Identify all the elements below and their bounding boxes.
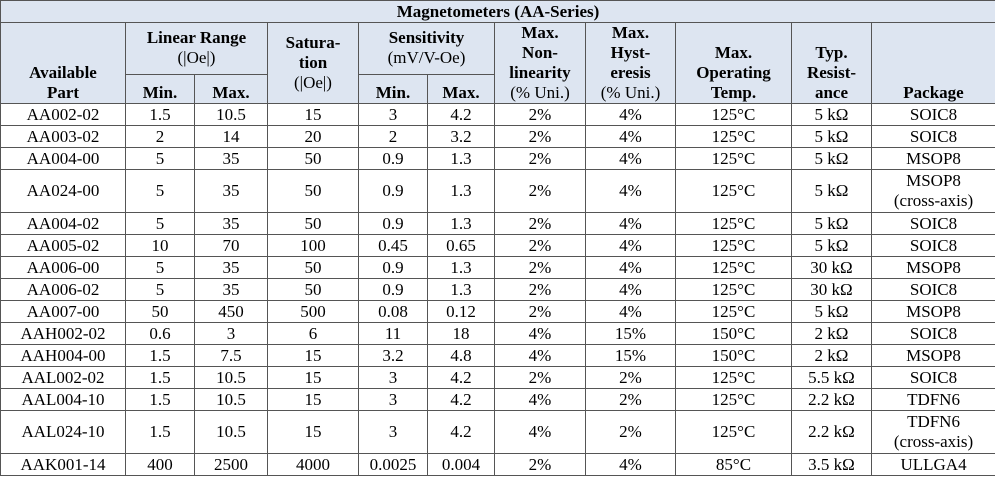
- table-row: [1, 367, 995, 389]
- cell-temp: 125°C: [676, 257, 792, 279]
- cell-package: [872, 323, 995, 345]
- cell-nonlinearity: 4%: [495, 323, 586, 345]
- cell-nonlinearity: 2%: [495, 213, 586, 235]
- cell-sensitivity-max: 4.2: [428, 389, 495, 411]
- cell-linear-min: 400: [126, 454, 195, 476]
- table-row: [1, 345, 995, 367]
- cell-linear-max: 35: [195, 170, 268, 213]
- cell-hysteresis: 4%: [586, 235, 676, 257]
- cell-linear-min: 50: [126, 301, 195, 323]
- cell-sensitivity-max: 3.2: [428, 126, 495, 148]
- cell-saturation: 15: [268, 345, 359, 367]
- table-row: [1, 301, 995, 323]
- cell-nonlinearity: 2%: [495, 104, 586, 126]
- cell-package: [872, 104, 995, 126]
- table-row: [1, 257, 995, 279]
- cell-nonlinearity: 2%: [495, 235, 586, 257]
- cell-sensitivity-max: 4.8: [428, 345, 495, 367]
- table-row: [1, 170, 995, 213]
- cell-resistance: 5 kΩ: [792, 126, 872, 148]
- header-part: Available Part: [1, 23, 126, 104]
- cell-saturation: 50: [268, 148, 359, 170]
- cell-linear-max: 35: [195, 279, 268, 301]
- cell-hysteresis: 2%: [586, 389, 676, 411]
- cell-sensitivity-max: 4.2: [428, 367, 495, 389]
- package-name: SOIC8: [909, 213, 958, 233]
- cell-temp: 150°C: [676, 345, 792, 367]
- cell-part: AAH004-00: [1, 345, 126, 367]
- cell-linear-min: 1.5: [126, 104, 195, 126]
- cell-linear-min: 2: [126, 126, 195, 148]
- cell-temp: 125°C: [676, 367, 792, 389]
- cell-temp: 125°C: [676, 389, 792, 411]
- cell-saturation: 6: [268, 323, 359, 345]
- package-name: SOIC8: [909, 104, 958, 124]
- cell-package: [872, 345, 995, 367]
- cell-nonlinearity: 4%: [495, 389, 586, 411]
- cell-linear-max: 3: [195, 323, 268, 345]
- cell-sensitivity-max: 0.004: [428, 454, 495, 476]
- cell-saturation: 50: [268, 213, 359, 235]
- cell-part: AA004-00: [1, 148, 126, 170]
- cell-sensitivity-min: 3: [359, 104, 428, 126]
- package-name: SOIC8: [909, 323, 958, 343]
- cell-sensitivity-min: 0.08: [359, 301, 428, 323]
- cell-temp: 125°C: [676, 126, 792, 148]
- header-sensitivity-min: Min.: [359, 74, 428, 103]
- cell-part: AAL024-10: [1, 411, 126, 454]
- cell-sensitivity-min: 3.2: [359, 345, 428, 367]
- cell-hysteresis: 4%: [586, 104, 676, 126]
- cell-linear-max: 70: [195, 235, 268, 257]
- cell-package: [872, 126, 995, 148]
- cell-resistance: 5 kΩ: [792, 235, 872, 257]
- cell-sensitivity-min: 3: [359, 367, 428, 389]
- cell-resistance: 2 kΩ: [792, 323, 872, 345]
- table-row: [1, 323, 995, 345]
- cell-sensitivity-min: 0.9: [359, 257, 428, 279]
- header-linear-min: Min.: [126, 74, 195, 103]
- cell-resistance: 2.2 kΩ: [792, 389, 872, 411]
- cell-linear-max: 14: [195, 126, 268, 148]
- cell-resistance: 5 kΩ: [792, 104, 872, 126]
- cell-hysteresis: 4%: [586, 257, 676, 279]
- cell-linear-max: 2500: [195, 454, 268, 476]
- cell-part: AAL002-02: [1, 367, 126, 389]
- cell-hysteresis: 4%: [586, 213, 676, 235]
- cell-sensitivity-min: 3: [359, 411, 428, 454]
- cell-temp: 125°C: [676, 411, 792, 454]
- package-name: MSOP8: [906, 257, 961, 277]
- cell-resistance: 3.5 kΩ: [792, 454, 872, 476]
- cell-nonlinearity: 2%: [495, 301, 586, 323]
- cell-linear-min: 5: [126, 148, 195, 170]
- cell-linear-min: 1.5: [126, 367, 195, 389]
- cell-sensitivity-min: 0.9: [359, 170, 428, 213]
- cell-package: [872, 148, 995, 170]
- cell-temp: 125°C: [676, 301, 792, 323]
- cell-resistance: 5 kΩ: [792, 170, 872, 213]
- table-row: [1, 126, 995, 148]
- cell-hysteresis: 2%: [586, 367, 676, 389]
- table-row: [1, 454, 995, 476]
- table-row: [1, 148, 995, 170]
- package-name: SOIC8: [909, 279, 958, 299]
- cell-nonlinearity: 2%: [495, 367, 586, 389]
- cell-part: AA006-00: [1, 257, 126, 279]
- cell-sensitivity-max: 0.12: [428, 301, 495, 323]
- cell-hysteresis: 4%: [586, 301, 676, 323]
- cell-resistance: 30 kΩ: [792, 257, 872, 279]
- cell-package: [872, 235, 995, 257]
- cell-linear-min: 0.6: [126, 323, 195, 345]
- cell-package: [872, 367, 995, 389]
- cell-nonlinearity: 2%: [495, 454, 586, 476]
- cell-resistance: 5 kΩ: [792, 148, 872, 170]
- cell-linear-min: 5: [126, 257, 195, 279]
- cell-linear-max: 7.5: [195, 345, 268, 367]
- cell-linear-min: 1.5: [126, 389, 195, 411]
- cell-sensitivity-min: 2: [359, 126, 428, 148]
- cell-linear-max: 35: [195, 257, 268, 279]
- cell-sensitivity-min: 0.9: [359, 213, 428, 235]
- cell-part: AAK001-14: [1, 454, 126, 476]
- cell-hysteresis: 2%: [586, 411, 676, 454]
- cell-saturation: 50: [268, 257, 359, 279]
- cell-package: [872, 279, 995, 301]
- cell-part: AA002-02: [1, 104, 126, 126]
- cell-temp: 125°C: [676, 170, 792, 213]
- cell-part: AA005-02: [1, 235, 126, 257]
- table-row: [1, 389, 995, 411]
- cell-temp: 125°C: [676, 235, 792, 257]
- cell-sensitivity-max: 1.3: [428, 257, 495, 279]
- cell-sensitivity-max: 1.3: [428, 148, 495, 170]
- cell-temp: 125°C: [676, 104, 792, 126]
- cell-hysteresis: 4%: [586, 454, 676, 476]
- cell-linear-max: 10.5: [195, 411, 268, 454]
- cell-sensitivity-min: 11: [359, 323, 428, 345]
- cell-part: AA024-00: [1, 170, 126, 213]
- header-saturation: Satura- tion (|Oe|): [268, 23, 359, 104]
- cell-part: AA006-02: [1, 279, 126, 301]
- cell-saturation: 50: [268, 279, 359, 301]
- package-name: MSOP8: [906, 301, 961, 321]
- cell-linear-max: 10.5: [195, 104, 268, 126]
- table-row: [1, 213, 995, 235]
- cell-sensitivity-max: 4.2: [428, 104, 495, 126]
- cell-nonlinearity: 2%: [495, 257, 586, 279]
- cell-nonlinearity: 2%: [495, 126, 586, 148]
- cell-saturation: 15: [268, 389, 359, 411]
- header-hysteresis: Max. Hyst- eresis (% Uni.): [586, 23, 676, 104]
- cell-resistance: 5.5 kΩ: [792, 367, 872, 389]
- cell-saturation: 15: [268, 104, 359, 126]
- cell-part: AAL004-10: [1, 389, 126, 411]
- cell-linear-min: 1.5: [126, 345, 195, 367]
- cell-nonlinearity: 4%: [495, 411, 586, 454]
- cell-saturation: 15: [268, 411, 359, 454]
- cell-package: [872, 170, 995, 213]
- header-sensitivity: Sensitivity (mV/V-Oe): [359, 23, 495, 75]
- package-name: MSOP8: [906, 345, 961, 365]
- cell-resistance: 5 kΩ: [792, 213, 872, 235]
- package-name: SOIC8: [909, 367, 958, 387]
- package-note: (cross-axis): [893, 191, 974, 210]
- package-name: ULLGA4: [900, 454, 967, 474]
- package-name: MSOP8: [906, 171, 961, 190]
- cell-resistance: 30 kΩ: [792, 279, 872, 301]
- cell-sensitivity-max: 0.65: [428, 235, 495, 257]
- cell-resistance: 2.2 kΩ: [792, 411, 872, 454]
- cell-saturation: 15: [268, 367, 359, 389]
- cell-sensitivity-max: 4.2: [428, 411, 495, 454]
- cell-temp: 125°C: [676, 148, 792, 170]
- cell-part: AA004-02: [1, 213, 126, 235]
- cell-saturation: 50: [268, 170, 359, 213]
- cell-temp: 150°C: [676, 323, 792, 345]
- cell-hysteresis: 15%: [586, 345, 676, 367]
- package-name: MSOP8: [906, 148, 961, 168]
- table-row: [1, 279, 995, 301]
- cell-hysteresis: 15%: [586, 323, 676, 345]
- cell-linear-min: 5: [126, 279, 195, 301]
- cell-resistance: 2 kΩ: [792, 345, 872, 367]
- cell-sensitivity-max: 1.3: [428, 170, 495, 213]
- cell-linear-max: 10.5: [195, 367, 268, 389]
- package-note: (cross-axis): [893, 432, 974, 451]
- cell-part: AA007-00: [1, 301, 126, 323]
- cell-linear-min: 1.5: [126, 411, 195, 454]
- cell-nonlinearity: 2%: [495, 279, 586, 301]
- cell-linear-min: 5: [126, 213, 195, 235]
- cell-saturation: 100: [268, 235, 359, 257]
- header-nonlinearity: Max. Non- linearity (% Uni.): [495, 23, 586, 104]
- cell-hysteresis: 4%: [586, 170, 676, 213]
- cell-sensitivity-max: 18: [428, 323, 495, 345]
- cell-sensitivity-max: 1.3: [428, 213, 495, 235]
- cell-package: [872, 257, 995, 279]
- header-linear-range: Linear Range (|Oe|): [126, 23, 268, 75]
- cell-linear-min: 10: [126, 235, 195, 257]
- header-resistance: Typ. Resist- ance: [792, 23, 872, 104]
- cell-package: [872, 411, 995, 454]
- cell-temp: 125°C: [676, 279, 792, 301]
- cell-linear-min: 5: [126, 170, 195, 213]
- cell-saturation: 500: [268, 301, 359, 323]
- cell-linear-max: 35: [195, 213, 268, 235]
- header-sensitivity-max: Max.: [428, 74, 495, 103]
- cell-package: [872, 454, 995, 476]
- table-row: [1, 235, 995, 257]
- cell-linear-max: 35: [195, 148, 268, 170]
- cell-package: [872, 389, 995, 411]
- package-name: SOIC8: [909, 235, 958, 255]
- cell-linear-max: 450: [195, 301, 268, 323]
- package-name: TDFN6: [907, 412, 960, 431]
- cell-resistance: 5 kΩ: [792, 301, 872, 323]
- cell-part: AAH002-02: [1, 323, 126, 345]
- table-row: [1, 411, 995, 454]
- table-row: [1, 104, 995, 126]
- package-name: TDFN6: [907, 389, 960, 409]
- package-name: SOIC8: [909, 126, 958, 146]
- cell-saturation: 20: [268, 126, 359, 148]
- cell-saturation: 4000: [268, 454, 359, 476]
- cell-hysteresis: 4%: [586, 148, 676, 170]
- cell-nonlinearity: 4%: [495, 345, 586, 367]
- header-temp: Max. Operating Temp.: [676, 23, 792, 104]
- table-title: Magnetometers (AA-Series): [1, 1, 995, 23]
- header-package: Package: [872, 23, 995, 104]
- cell-sensitivity-max: 1.3: [428, 279, 495, 301]
- cell-sensitivity-min: 0.45: [359, 235, 428, 257]
- cell-nonlinearity: 2%: [495, 170, 586, 213]
- cell-sensitivity-min: 0.0025: [359, 454, 428, 476]
- cell-package: [872, 301, 995, 323]
- header-linear-max: Max.: [195, 74, 268, 103]
- cell-linear-max: 10.5: [195, 389, 268, 411]
- cell-hysteresis: 4%: [586, 126, 676, 148]
- cell-package: [872, 213, 995, 235]
- cell-nonlinearity: 2%: [495, 148, 586, 170]
- cell-temp: 125°C: [676, 213, 792, 235]
- cell-sensitivity-min: 0.9: [359, 279, 428, 301]
- cell-sensitivity-min: 0.9: [359, 148, 428, 170]
- cell-temp: 85°C: [676, 454, 792, 476]
- cell-sensitivity-min: 3: [359, 389, 428, 411]
- cell-part: AA003-02: [1, 126, 126, 148]
- cell-hysteresis: 4%: [586, 279, 676, 301]
